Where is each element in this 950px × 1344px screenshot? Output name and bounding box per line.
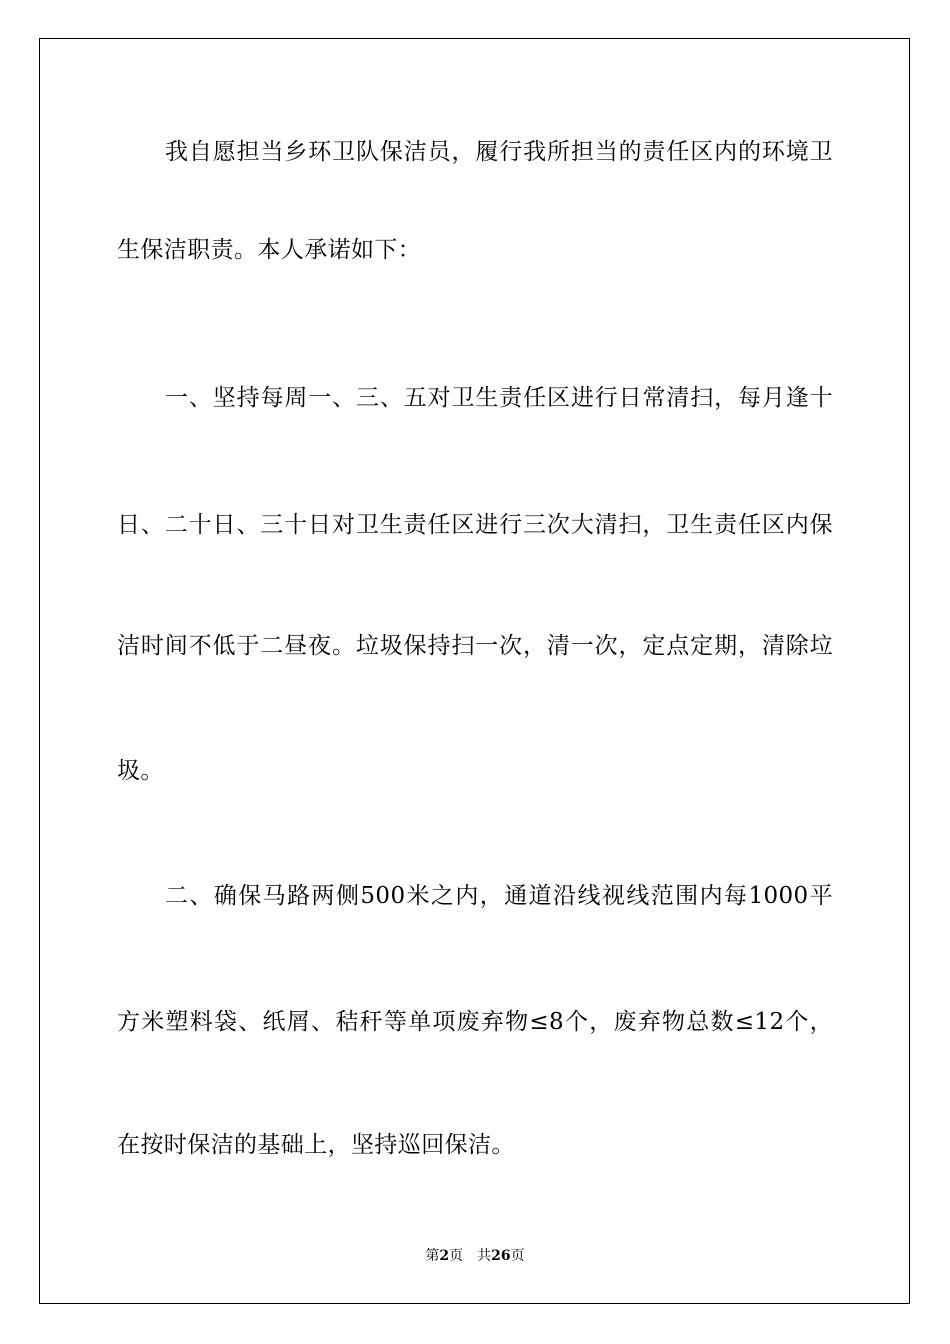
footer-current-page: 2 bbox=[439, 1248, 450, 1264]
footer-page-mid: 页 共 bbox=[449, 1248, 492, 1264]
paragraph-2-line-2: 日、二十日、三十日对卫生责任区进行三次大清扫，卫生责任区内保 bbox=[117, 512, 833, 538]
paragraph-2-line-3: 洁时间不低于二昼夜。垃圾保持扫一次，清一次，定点定期，清除垃 bbox=[117, 633, 833, 659]
paragraph-3-line-1: 二、确保马路两侧500米之内，通道沿线视线范围内每1000平 bbox=[165, 883, 833, 909]
paragraph-3-line-2: 方米塑料袋、纸屑、秸秆等单项废弃物≤8个，废弃物总数≤12个， bbox=[117, 1009, 833, 1035]
paragraph-3-line-3: 在按时保洁的基础上，坚持巡回保洁。 bbox=[117, 1132, 515, 1158]
paragraph-2-line-4: 圾。 bbox=[117, 758, 164, 784]
paragraph-1-line-1: 我自愿担当乡环卫队保洁员，履行我所担当的责任区内的环境卫 bbox=[165, 139, 833, 165]
paragraph-1-line-2: 生保洁职责。本人承诺如下： bbox=[117, 237, 422, 263]
footer-page-prefix: 第 bbox=[425, 1248, 440, 1264]
page-frame bbox=[39, 38, 910, 1304]
page-footer bbox=[0, 1247, 950, 1265]
paragraph-2-line-1: 一、坚持每周一、三、五对卫生责任区进行日常清扫，每月逢十 bbox=[165, 385, 833, 411]
footer-total-pages: 26 bbox=[491, 1248, 511, 1264]
footer-page-suffix: 页 bbox=[510, 1248, 525, 1264]
